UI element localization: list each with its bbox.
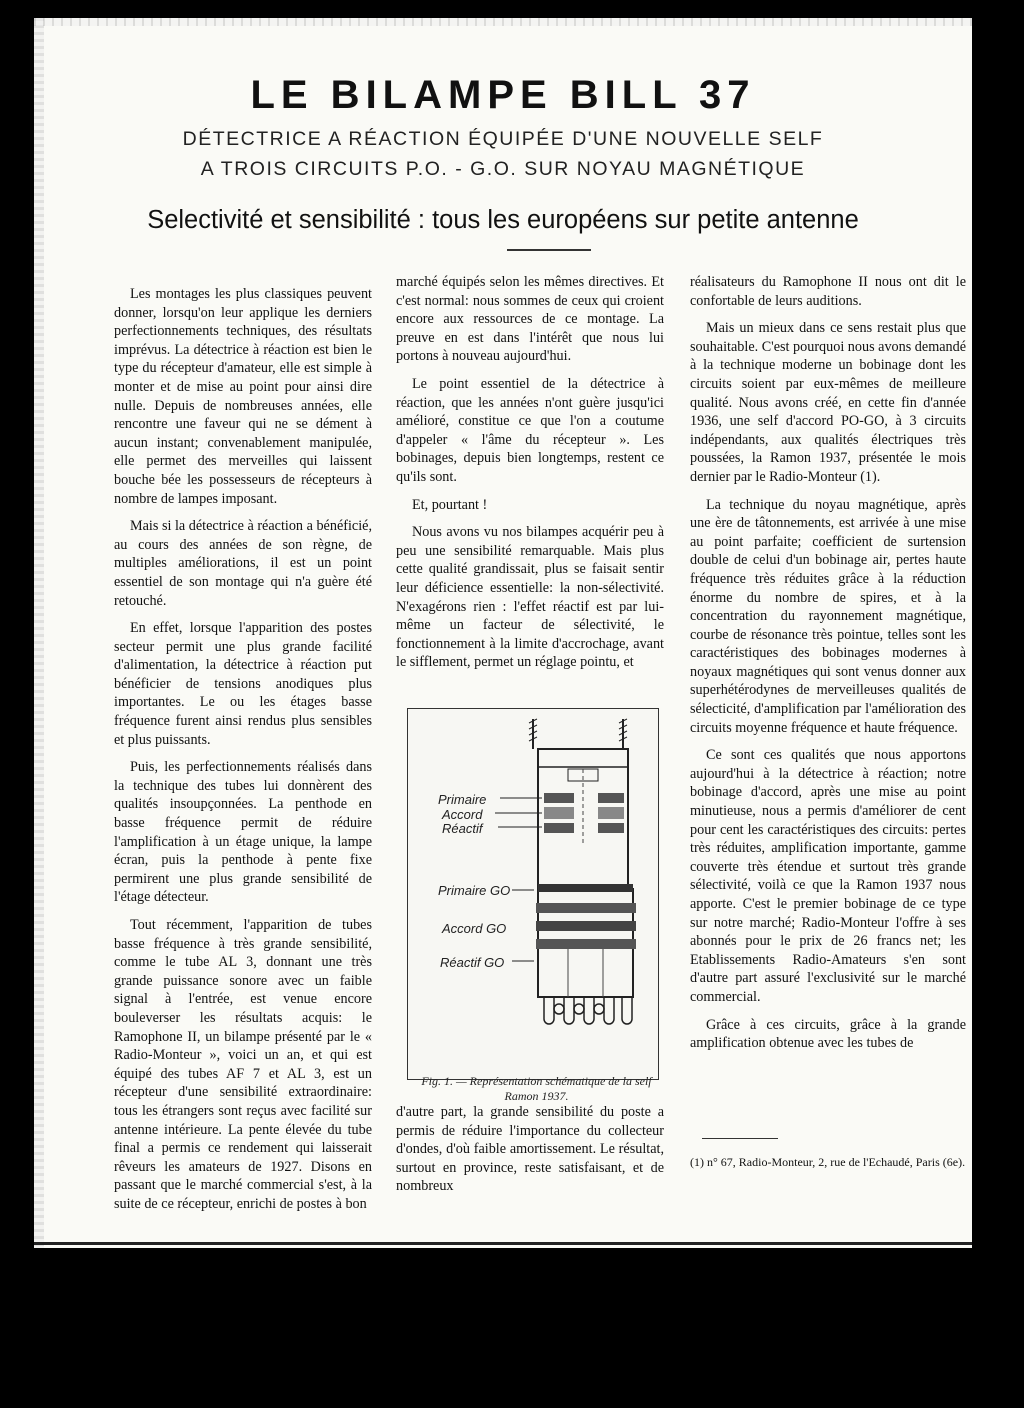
paragraph: Le point essentiel de la détectrice à réaction, que les années n'ont guère jusqu'ici amélioré, constitue ce que l'on a coutume d'appeler « l'âme du récepteur ». Les bobinages, depuis bien longtemps, restent ce qu'ils sont. bbox=[396, 375, 664, 485]
paragraph: Mais si la détectrice à réaction a bénéficié, au cours des années de son règne, de multiples améliorations, il est un point essentiel de son montage qui n'a guère été retouché. bbox=[114, 518, 372, 609]
label-reactif-go: Réactif GO bbox=[440, 955, 505, 970]
paragraph: Grâce à ces circuits, grâce à la grande amplification obtenue avec les tubes de bbox=[690, 1016, 966, 1052]
column-2-bottom bbox=[396, 1103, 664, 1205]
paragraph: Nous avons vu nos bilampes acquérir peu à peu une sensibilité remarquable. Mais plus cette qualité grandissait, plus se faisait sentir leur déficience essentielle: la non-sélectivité. N'exagérons rien : l'effet réactif est par lui-même un facteur de sélectivité, le fonctionnement à la limite d'accrochage, avant le sifflement, permet un réglage pointu, et bbox=[396, 524, 664, 671]
footnote-rule bbox=[702, 1138, 778, 1139]
paragraph: marché équipés selon les mêmes directives. Et c'est normal: nous sommes de ceux qui croient encore aux ressources de ce montage. La preuve en est dans l'intérêt que nous lui portons à nouveau aujourd'hui. bbox=[396, 274, 664, 365]
column-3 bbox=[690, 273, 966, 1062]
column-2 bbox=[396, 273, 664, 681]
magazine-page bbox=[34, 18, 972, 1248]
figure-caption: Fig. 1. — Représentation schématique de la self Ramon 1937. bbox=[421, 1074, 652, 1103]
page-bottom-rule bbox=[34, 1242, 972, 1245]
paragraph: Et, pourtant ! bbox=[412, 496, 488, 513]
paragraph: d'autre part, la grande sensibilité du poste a permis de réduire l'importance du collecteur d'ondes, d'où faible amortissement. Le résultat, surtout en province, reste satisfaisant, et de nombreux bbox=[396, 1104, 664, 1195]
paragraph: Puis, les perfectionnements réalisés dans la technique des tubes lui donnèrent des qualités insoupçonnées. La penthode en basse fréquence permit de réduire l'amplification à un étage unique, la lampe écran, puis la penthode à pente fixe permirent une plus grande sensibilité de l'étage détecteur. bbox=[114, 759, 372, 906]
label-accord-go: Accord GO bbox=[442, 921, 507, 936]
label-primaire-go: Primaire GO bbox=[438, 883, 511, 898]
paragraph: Tout récemment, l'apparition de tubes basse fréquence à très grande sensibilité, comme le tube AL 3, donnant une très grande puissance sonore avec un faible signal à l'entrée, est venue encore bouleverser les résultats acquis: le Ramophone II, un bilampe présenté par le « Radio-Monteur », voici un an, et qui est équipé des tubes AF 7 et AL 3, est un récepteur d'une sensibilité extraordinaire: tous les étrangers sont reçus avec facilité sur antenne intérieure. La pente élevée du tube final a permis ce rendement qui laisserait rêveurs les amateurs de 1927. Disons en passant que le marché commercial s'est, à la suite de ce récepteur, enrichi de postes à bon bbox=[114, 917, 372, 1212]
subtitle-line-1: DÉTECTRICE A RÉACTION ÉQUIPÉE D'UNE NOUVELLE SELF bbox=[182, 128, 824, 150]
paragraph: Les montages les plus classiques peuvent donner, lorsqu'on leur applique les derniers perfectionnements techniques, des résultats imprévus. La détectrice à réaction est bien le type du récepteur d'amateur, elle est simple à monter et de mise au point pour ainsi dire nulle. Depuis de nombreuses années, elle rencontre une faveur qui ne se dément à aucun instant; convenablement manipulée, elle permet des merveilles qui laissent bouche bée les possesseurs de récepteurs à nombre de lampes imposant. bbox=[114, 286, 372, 507]
paragraph: réalisateurs du Ramophone II nous ont dit le confortable de leurs auditions. bbox=[690, 274, 966, 309]
article-tagline: Selectivité et sensibilité : tous les européens sur petite antenne bbox=[147, 206, 859, 234]
coil-diagram bbox=[408, 709, 658, 1079]
label-accord: Accord bbox=[442, 807, 483, 822]
article-title: LE BILAMPE BILL 37 bbox=[250, 73, 756, 117]
paragraph: La technique du noyau magnétique, après une ère de tâtonnements, est arrivée à une mise au point parfaite; coefficient de surtension double de celui d'un bobinage air, pertes haute fréquence très réduites grâce à la réduction énorme du nombre de spires, et à la concentration du rayonnement magnétique, courbe de résonance très pointue, telles sont les caractéristiques des bobinages modernes à noyaux magnétiques qui sont venus donner aux superhétérodynes de merveilleuses qualités de sélecticité, d'amplification par l'amélioration des circuits moyenne fréquence et haute fréquence. bbox=[690, 496, 966, 736]
paragraph: Ce sont ces qualités que nous apportons aujourd'hui à la détectrice à réaction; notre bobinage d'accord, après une mise au point minutieuse, nous a permis d'améliorer de cent pour cent les caractéristiques des circuits: pertes très réduites, amplification importante, gamme couverte très étendue et surtout très grande sélectivité, voilà ce que la Ramon 1937 nous apporte. C'est le premier bobinage de ce type sur notre marché; Radio-Monteur l'offre à ses abonnés pour le prix de 26 francs net; les Etablissements Radio-Amateurs s'en sont d'autre part assuré l'exclusivité sur le marché commercial. bbox=[690, 747, 966, 1005]
footnote: (1) n° 67, Radio-Monteur, 2, rue de l'Echaudé, Paris (6e). bbox=[690, 1155, 966, 1169]
label-reactif: Réactif bbox=[442, 821, 483, 836]
column-1 bbox=[114, 285, 372, 1223]
coil-diagram-figure bbox=[407, 708, 659, 1080]
label-primaire: Primaire bbox=[438, 792, 487, 807]
scan-edge-left bbox=[34, 18, 44, 1248]
paragraph: Mais un mieux dans ce sens restait plus que souhaitable. C'est pourquoi nous avons demandé à la technique moderne un bobinage dont les circuits soient par eux-mêmes de meilleure qualité. Nous avons créé, en cette fin d'année 1936, une self d'accord PO-GO, à 3 circuits indépendants, aux qualités électriques très poussées, la Ramon 1937, présentée le mois dernier par le Radio-Monteur (1). bbox=[690, 320, 967, 485]
scan-edge-top bbox=[34, 18, 972, 26]
title-rule bbox=[507, 249, 591, 251]
paragraph: En effet, lorsque l'apparition des postes secteur permit une plus grande facilité d'alimentation, la détectrice à réaction put bénéficier de tensions anodiques plus importantes. Le ou les étages basse fréquence furent ainsi rendus plus sensibles et plus puissants. bbox=[114, 620, 372, 748]
subtitle-line-2: A TROIS CIRCUITS P.O. - G.O. SUR NOYAU MAGNÉTIQUE bbox=[200, 158, 806, 180]
